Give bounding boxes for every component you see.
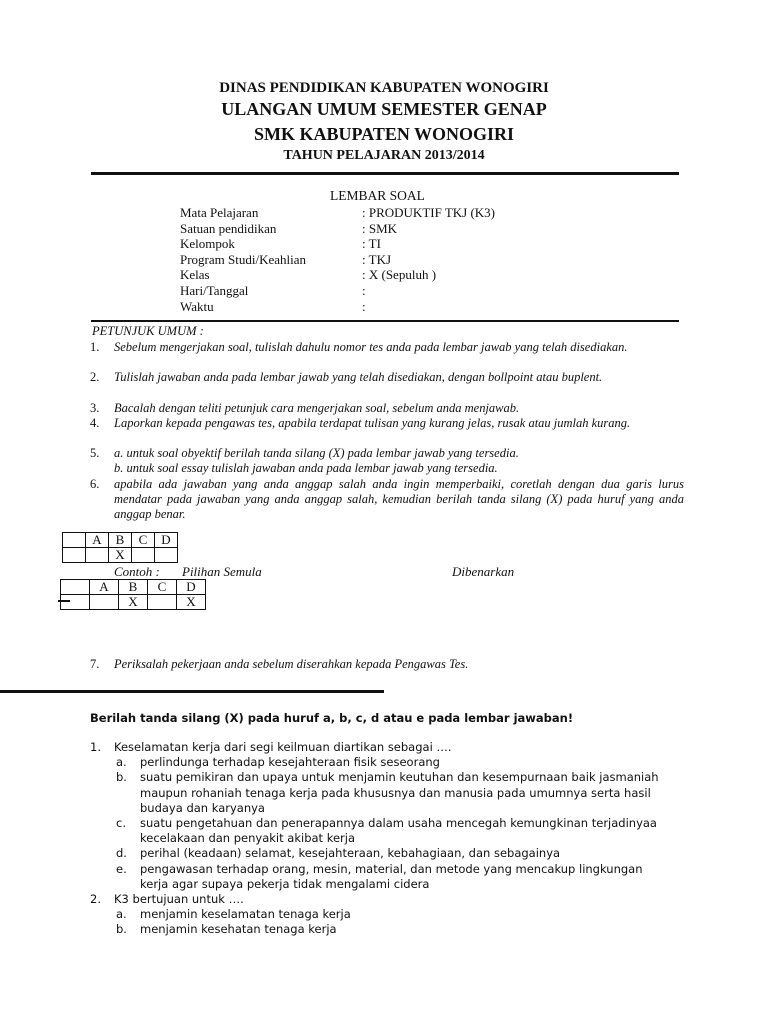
info-label: Satuan pendidikan bbox=[180, 220, 277, 236]
option-text: perlindunga terhadap kesejahteraan fisik seseorang bbox=[140, 755, 440, 770]
grid-cell bbox=[61, 580, 90, 595]
grid-cell bbox=[155, 548, 178, 563]
example-answer-grid bbox=[62, 532, 178, 563]
section-divider bbox=[0, 690, 384, 693]
instruction-text: Laporkan kepada pengawas tes, apabila terdapat tulisan yang kurang jelas, rusak atau jumlah kurang. bbox=[114, 416, 631, 430]
instruction-text: b. untuk soal essay tulislah jawaban anda pada lembar jawab yang tersedia. bbox=[114, 461, 498, 475]
info-label: Kelas bbox=[180, 267, 210, 283]
grid-letter: A bbox=[90, 580, 119, 595]
info-label: Mata Pelajaran bbox=[180, 205, 259, 220]
header-divider bbox=[91, 172, 679, 175]
info-label: Program Studi/Keahlian bbox=[180, 251, 307, 267]
option-text: budaya dan karyanya bbox=[140, 800, 265, 815]
grid-letter: D bbox=[155, 533, 178, 548]
instruction-number: 6. bbox=[90, 477, 100, 491]
option-text: kecelakaan dan penyakit akibat kerja bbox=[140, 831, 355, 846]
option-letter: a. bbox=[116, 755, 127, 770]
option-letter: a. bbox=[116, 907, 127, 922]
option-text: pengawasan terhadap orang, mesin, material, dan metode yang mencakup lingkungan bbox=[140, 861, 643, 876]
exam-info-block bbox=[180, 205, 680, 317]
question-text: K3 bertujuan untuk …. bbox=[114, 892, 244, 906]
grid-mark bbox=[148, 595, 177, 610]
info-value: : SMK bbox=[362, 220, 398, 236]
sheet-title: LEMBAR SOAL bbox=[330, 188, 425, 203]
grid-letter: C bbox=[148, 580, 177, 595]
option-text: suatu pengetahuan dan penerapannya dalam usaha mencegah kemungkinan terjadinyaa bbox=[140, 816, 657, 830]
option-text: menjamin keselamatan tenaga kerja bbox=[140, 907, 351, 922]
instruction-number: 5. bbox=[90, 446, 100, 460]
header-school: SMK KABUPATEN WONOGIRI bbox=[253, 124, 515, 144]
info-label: Hari/Tanggal bbox=[180, 283, 249, 298]
info-value: : PRODUKTIF TKJ (K3) bbox=[362, 205, 496, 220]
option-text: maupun rohaniah tenaga kerja pada khususnya dan manusia pada umumnya serta hasil bbox=[140, 785, 651, 800]
instruction-number: 2. bbox=[90, 370, 100, 384]
instruction-text: a. untuk soal obyektif berilah tanda silang (X) pada lembar jawab yang tersedia. bbox=[114, 446, 519, 460]
option-letter: c. bbox=[116, 816, 126, 830]
header-agency: DINAS PENDIDIKAN KABUPATEN WONOGIRI bbox=[219, 80, 549, 96]
info-value: : bbox=[362, 298, 366, 314]
info-value: : X (Sepuluh ) bbox=[362, 267, 437, 283]
example-label: Contoh : bbox=[114, 564, 160, 579]
info-value: : bbox=[362, 283, 366, 298]
instruction-text: Tulislah jawaban anda pada lembar jawab yang telah disediakan, dengan bollpoint atau buplent. bbox=[114, 370, 603, 384]
section-instruction: Berilah tanda silang (X) pada huruf a, b, c, d atau e pada lembar jawaban! bbox=[90, 711, 574, 725]
info-value: : TI bbox=[362, 236, 381, 252]
option-letter: b. bbox=[116, 770, 127, 785]
info-value: : TKJ bbox=[362, 251, 392, 267]
grid-mark bbox=[90, 595, 119, 610]
instruction-text: apabila ada jawaban yang anda anggap salah anda ingin memperbaiki, coretlah dengan dua garis lurus mendatar pada jawaban yang anda anggap salah, kemudian berilah tanda silang (X) pada huruf yang anda anggap benar. bbox=[114, 477, 684, 521]
instructions-heading: PETUNJUK UMUM : bbox=[92, 324, 204, 338]
instruction-number: 4. bbox=[90, 416, 100, 430]
option-letter: b. bbox=[116, 922, 127, 937]
option-text: kerja agar supaya pekerja tidak mengalami cidera bbox=[140, 876, 430, 891]
grid-mark: X bbox=[109, 548, 132, 563]
question-number: 2. bbox=[90, 892, 101, 906]
grid-cell bbox=[61, 595, 90, 610]
instruction-text: Periksalah pekerjaan anda sebelum diserahkan kepada Pengawas Tes. bbox=[114, 657, 469, 671]
instruction-number: 1. bbox=[90, 340, 100, 354]
header-academic-year: TAHUN PELAJARAN 2013/2014 bbox=[283, 148, 485, 163]
instruction-number: 7. bbox=[90, 657, 100, 671]
question-number: 1. bbox=[90, 740, 101, 754]
option-letter: e. bbox=[116, 861, 127, 876]
grid-cell bbox=[63, 533, 86, 548]
grid-letter: D bbox=[177, 580, 206, 595]
grid-letter: B bbox=[119, 580, 148, 595]
question-text: Keselamatan kerja dari segi keilmuan diartikan sebagai …. bbox=[114, 740, 452, 754]
option-text: perihal (keadaan) selamat, kesejahteraan, kebahagiaan, dan sebagainya bbox=[140, 846, 561, 861]
header-exam-title: ULANGAN UMUM SEMESTER GENAP bbox=[221, 99, 547, 119]
example-corrected-label: Dibenarkan bbox=[452, 564, 515, 579]
example-original-label: Pilihan Semula bbox=[182, 564, 262, 579]
option-text: suatu pemikiran dan upaya untuk menjamin keutuhan dan kesempurnaan baik jasmaniah bbox=[140, 770, 659, 785]
grid-mark: X bbox=[119, 595, 148, 610]
grid-letter: B bbox=[109, 533, 132, 548]
option-letter: d. bbox=[116, 846, 127, 861]
grid-letter: A bbox=[86, 533, 109, 548]
instruction-text: Sebelum mengerjakan soal, tulislah dahulu nomor tes anda pada lembar jawab yang telah disediakan. bbox=[114, 340, 628, 354]
instruction-text: Bacalah dengan teliti petunjuk cara mengerjakan soal, sebelum anda menjawab. bbox=[114, 401, 520, 415]
info-divider bbox=[91, 320, 679, 322]
grid-cell bbox=[132, 548, 155, 563]
strike-mark bbox=[58, 600, 70, 602]
grid-cell bbox=[63, 548, 86, 563]
option-text: menjamin kesehatan tenaga kerja bbox=[140, 922, 337, 937]
info-label: Waktu bbox=[180, 298, 214, 314]
instructions-block bbox=[90, 324, 690, 524]
instruction-number: 3. bbox=[90, 401, 100, 415]
grid-cell bbox=[86, 548, 109, 563]
example-corrected-grid bbox=[60, 579, 206, 610]
info-label: Kelompok bbox=[180, 236, 235, 252]
questions-block bbox=[90, 740, 768, 940]
grid-letter: C bbox=[132, 533, 155, 548]
grid-mark: X bbox=[177, 595, 206, 610]
